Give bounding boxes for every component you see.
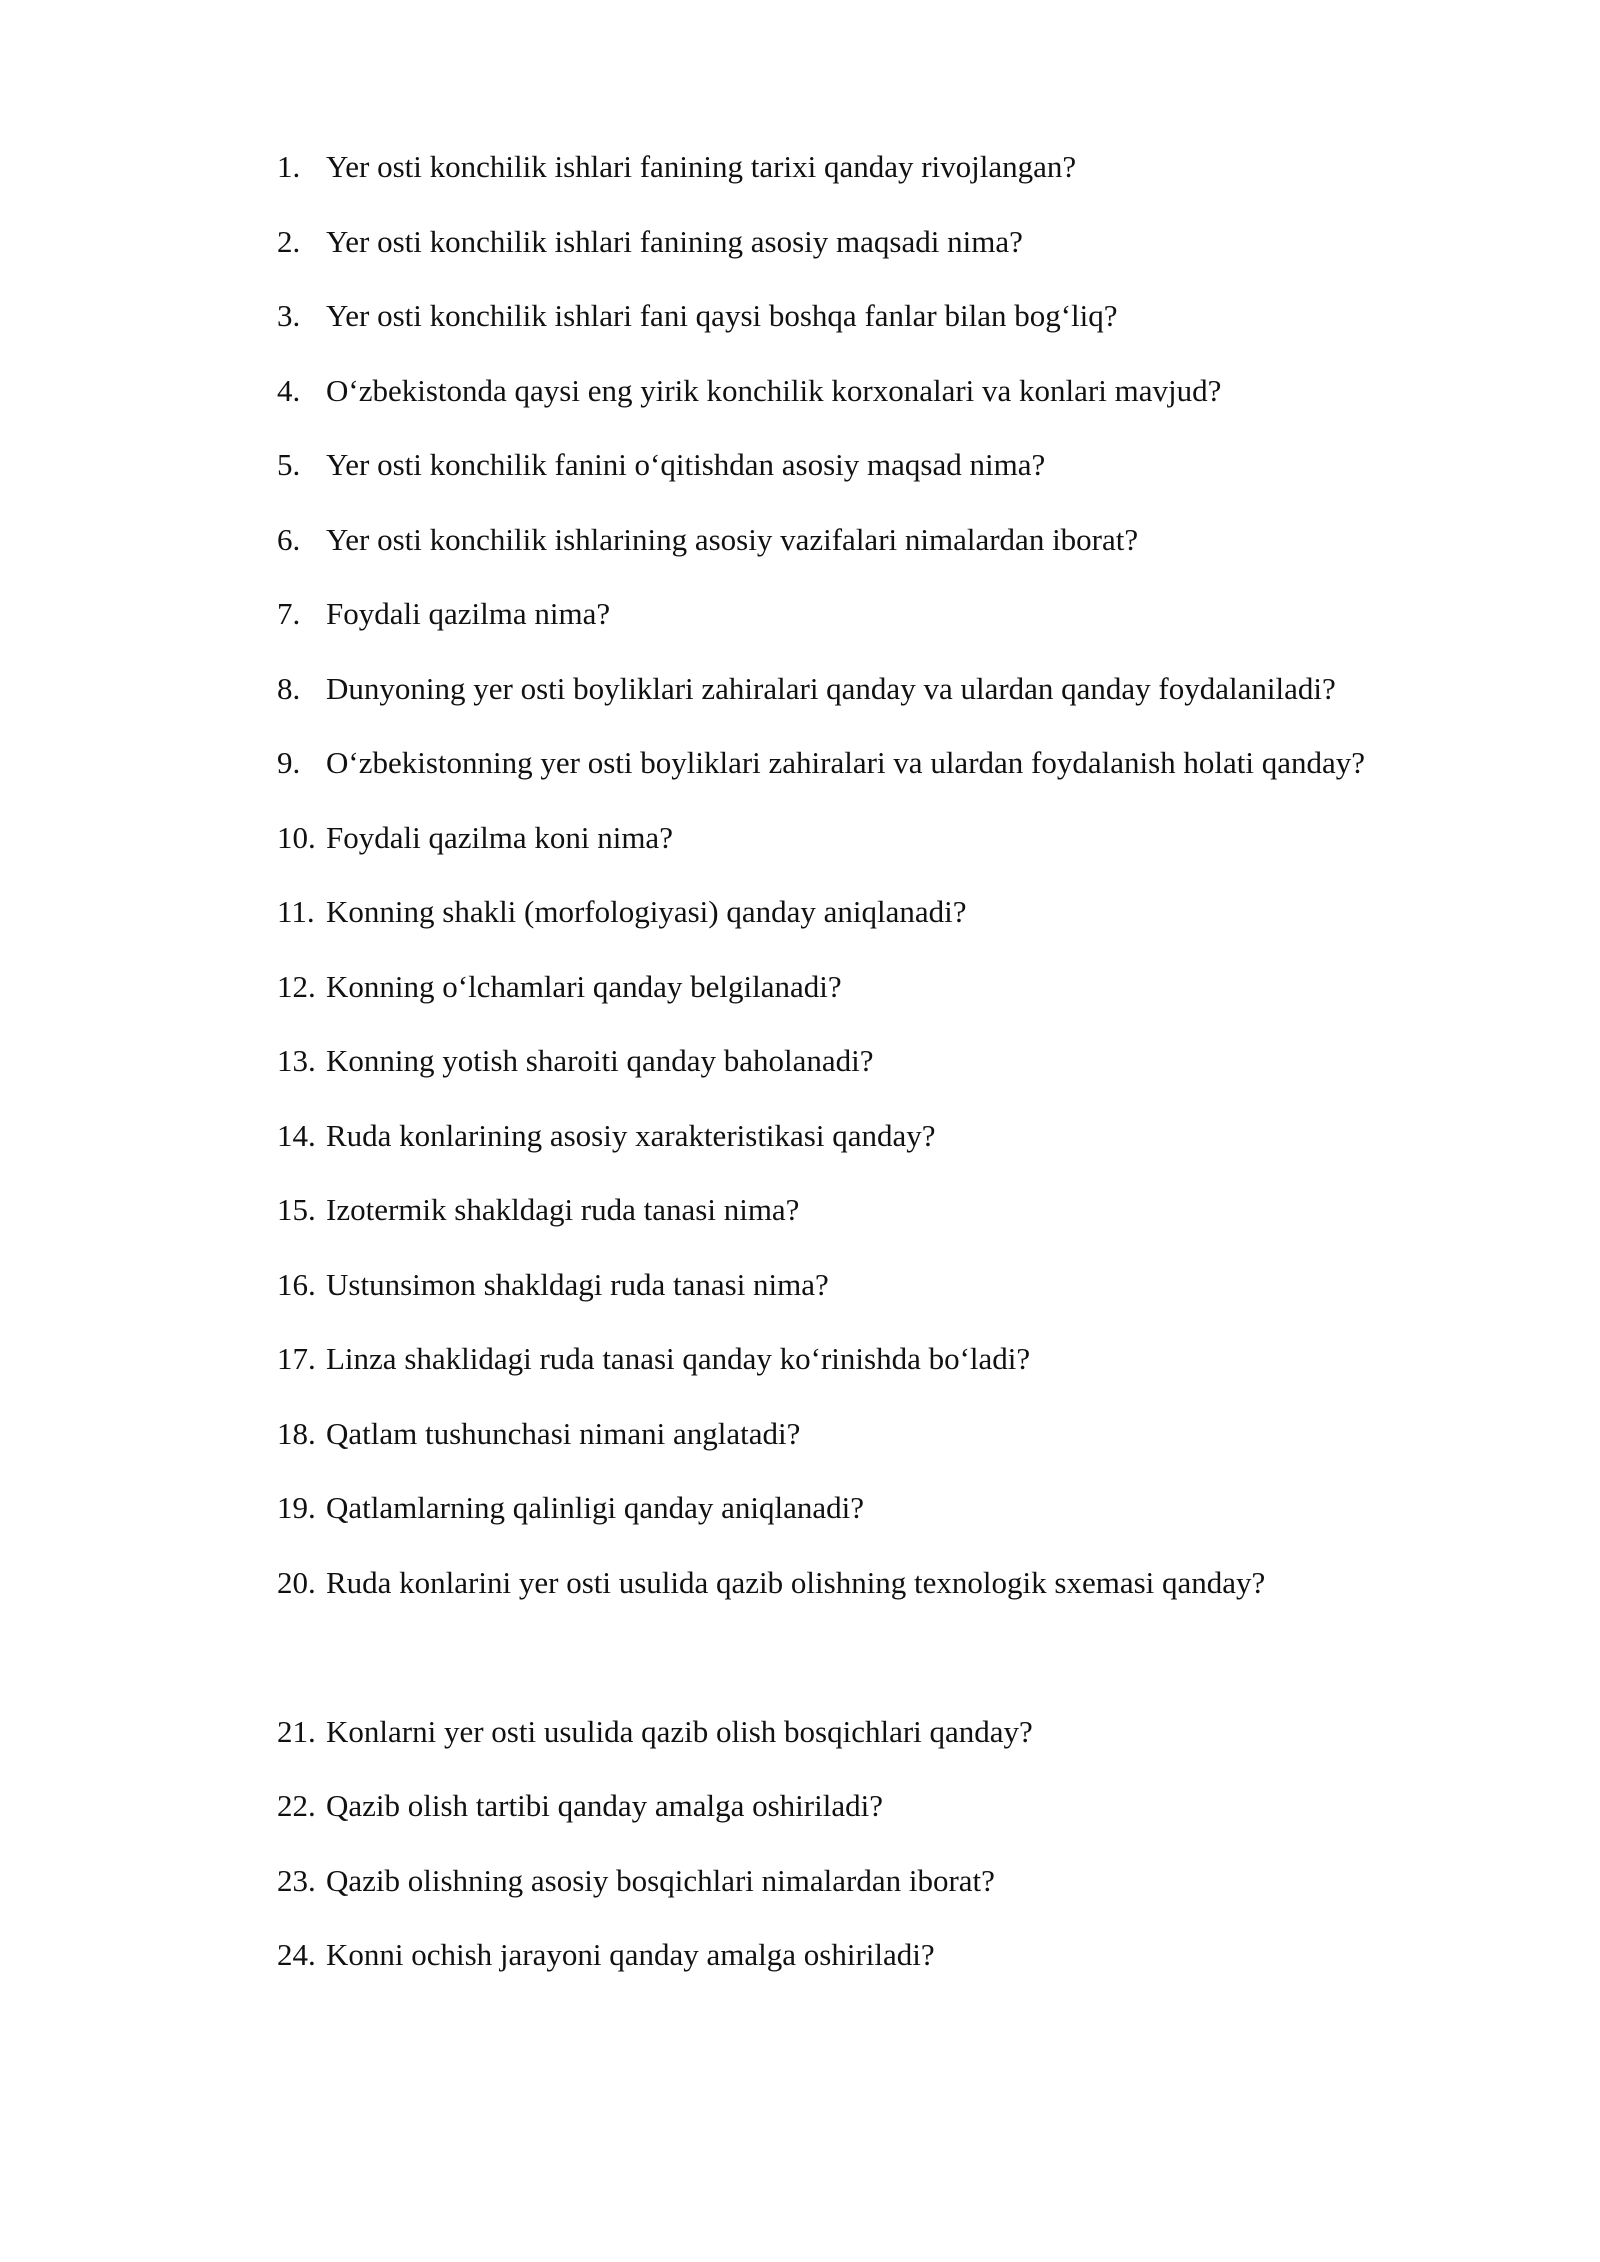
question-text: Konni ochish jarayoni qanday amalga oshiriladi? [326,1937,935,1972]
question-text: Qazib olish tartibi qanday amalga oshiriladi? [326,1788,883,1823]
question-item [277,297,1457,372]
question-text: Dunyoning yer osti boyliklari zahiralari qanday va ulardan qanday foydalaniladi? [326,670,1336,706]
question-item [277,1042,1457,1117]
question-item [277,670,1457,745]
question-number: 20. [277,1564,316,1600]
question-text: Konning yotish sharoiti qanday baholanadi? [326,1043,874,1078]
question-item [277,893,1457,968]
question-text: Yer osti konchilik fanini o‘qitishdan asosiy maqsad nima? [326,447,1046,482]
question-item [277,595,1457,670]
question-number: 19. [277,1490,316,1525]
question-text: O‘zbekistonning yer osti boyliklari zahiralari va ulardan foydalanish holati qanday? [326,745,1366,780]
question-number: 11. [277,894,315,929]
question-item [277,1191,1457,1266]
question-text: Yer osti konchilik ishlari fani qaysi boshqa fanlar bilan bog‘liq? [326,298,1118,333]
question-number: 22. [277,1788,316,1823]
question-number: 15. [277,1192,316,1227]
question-number: 4. [277,372,301,408]
question-item [277,1266,1457,1341]
question-text: Yer osti konchilik ishlari fanining asosiy maqsadi nima? [326,223,1023,259]
question-item [277,1787,1457,1862]
question-text: Yer osti konchilik ishlarining asosiy vazifalari nimalardan iborat? [326,521,1139,557]
question-item [277,819,1457,894]
question-number: 16. [277,1266,316,1302]
question-text: Ruda konlarining asosiy xarakteristikasi qanday? [326,1117,936,1153]
question-text: Izotermik shakldagi ruda tanasi nima? [326,1192,800,1227]
question-text: Qatlam tushunchasi nimani anglatadi? [326,1415,801,1451]
question-text: Foydali qazilma nima? [326,596,611,631]
question-item [277,1340,1457,1415]
question-number: 21. [277,1713,316,1749]
question-item [277,372,1457,447]
question-text: Yer osti konchilik ishlari fanining tarixi qanday rivojlangan? [326,149,1077,184]
question-item [277,1936,1457,2011]
question-item [277,148,1457,223]
question-text: Konning o‘lchamlari qanday belgilanadi? [326,968,842,1004]
section-spacer [277,1638,1457,1713]
question-text: Linza shaklidagi ruda tanasi qanday ko‘rinishda bo‘ladi? [326,1341,1031,1376]
question-item [277,223,1457,298]
question-number: 18. [277,1415,316,1451]
question-number: 14. [277,1117,316,1153]
question-text: O‘zbekistonda qaysi eng yirik konchilik korxonalari va konlari mavjud? [326,372,1222,408]
question-number: 10. [277,819,316,855]
question-item [277,968,1457,1043]
question-number: 3. [277,298,301,333]
question-number: 8. [277,670,301,706]
question-number: 12. [277,968,316,1004]
question-number: 9. [277,745,301,780]
question-text: Qatlamlarning qalinligi qanday aniqlanadi? [326,1490,865,1525]
question-text: Foydali qazilma koni nima? [326,819,673,855]
question-number: 24. [277,1937,316,1972]
question-item [277,1117,1457,1192]
question-text: Ustunsimon shakldagi ruda tanasi nima? [326,1266,829,1302]
question-item [277,1415,1457,1490]
question-item [277,1862,1457,1937]
question-item [277,1489,1457,1564]
question-text: Ruda konlarini yer osti usulida qazib olishning texnologik sxemasi qanday? [326,1564,1266,1600]
question-item [277,446,1457,521]
question-text: Konlarni yer osti usulida qazib olish bosqichlari qanday? [326,1713,1033,1749]
question-number: 5. [277,447,301,482]
question-number: 17. [277,1341,316,1376]
question-text: Qazib olishning asosiy bosqichlari nimalardan iborat? [326,1862,995,1898]
question-item [277,744,1457,819]
question-number: 6. [277,521,301,557]
question-item [277,1564,1457,1639]
question-number: 1. [277,149,301,184]
question-item [277,521,1457,596]
question-list [277,148,1457,2011]
question-item [277,1713,1457,1788]
question-text: Konning shakli (morfologiyasi) qanday aniqlanadi? [326,894,967,929]
question-number: 7. [277,596,301,631]
question-number: 13. [277,1043,316,1078]
question-number: 23. [277,1862,316,1898]
question-number: 2. [277,223,301,259]
